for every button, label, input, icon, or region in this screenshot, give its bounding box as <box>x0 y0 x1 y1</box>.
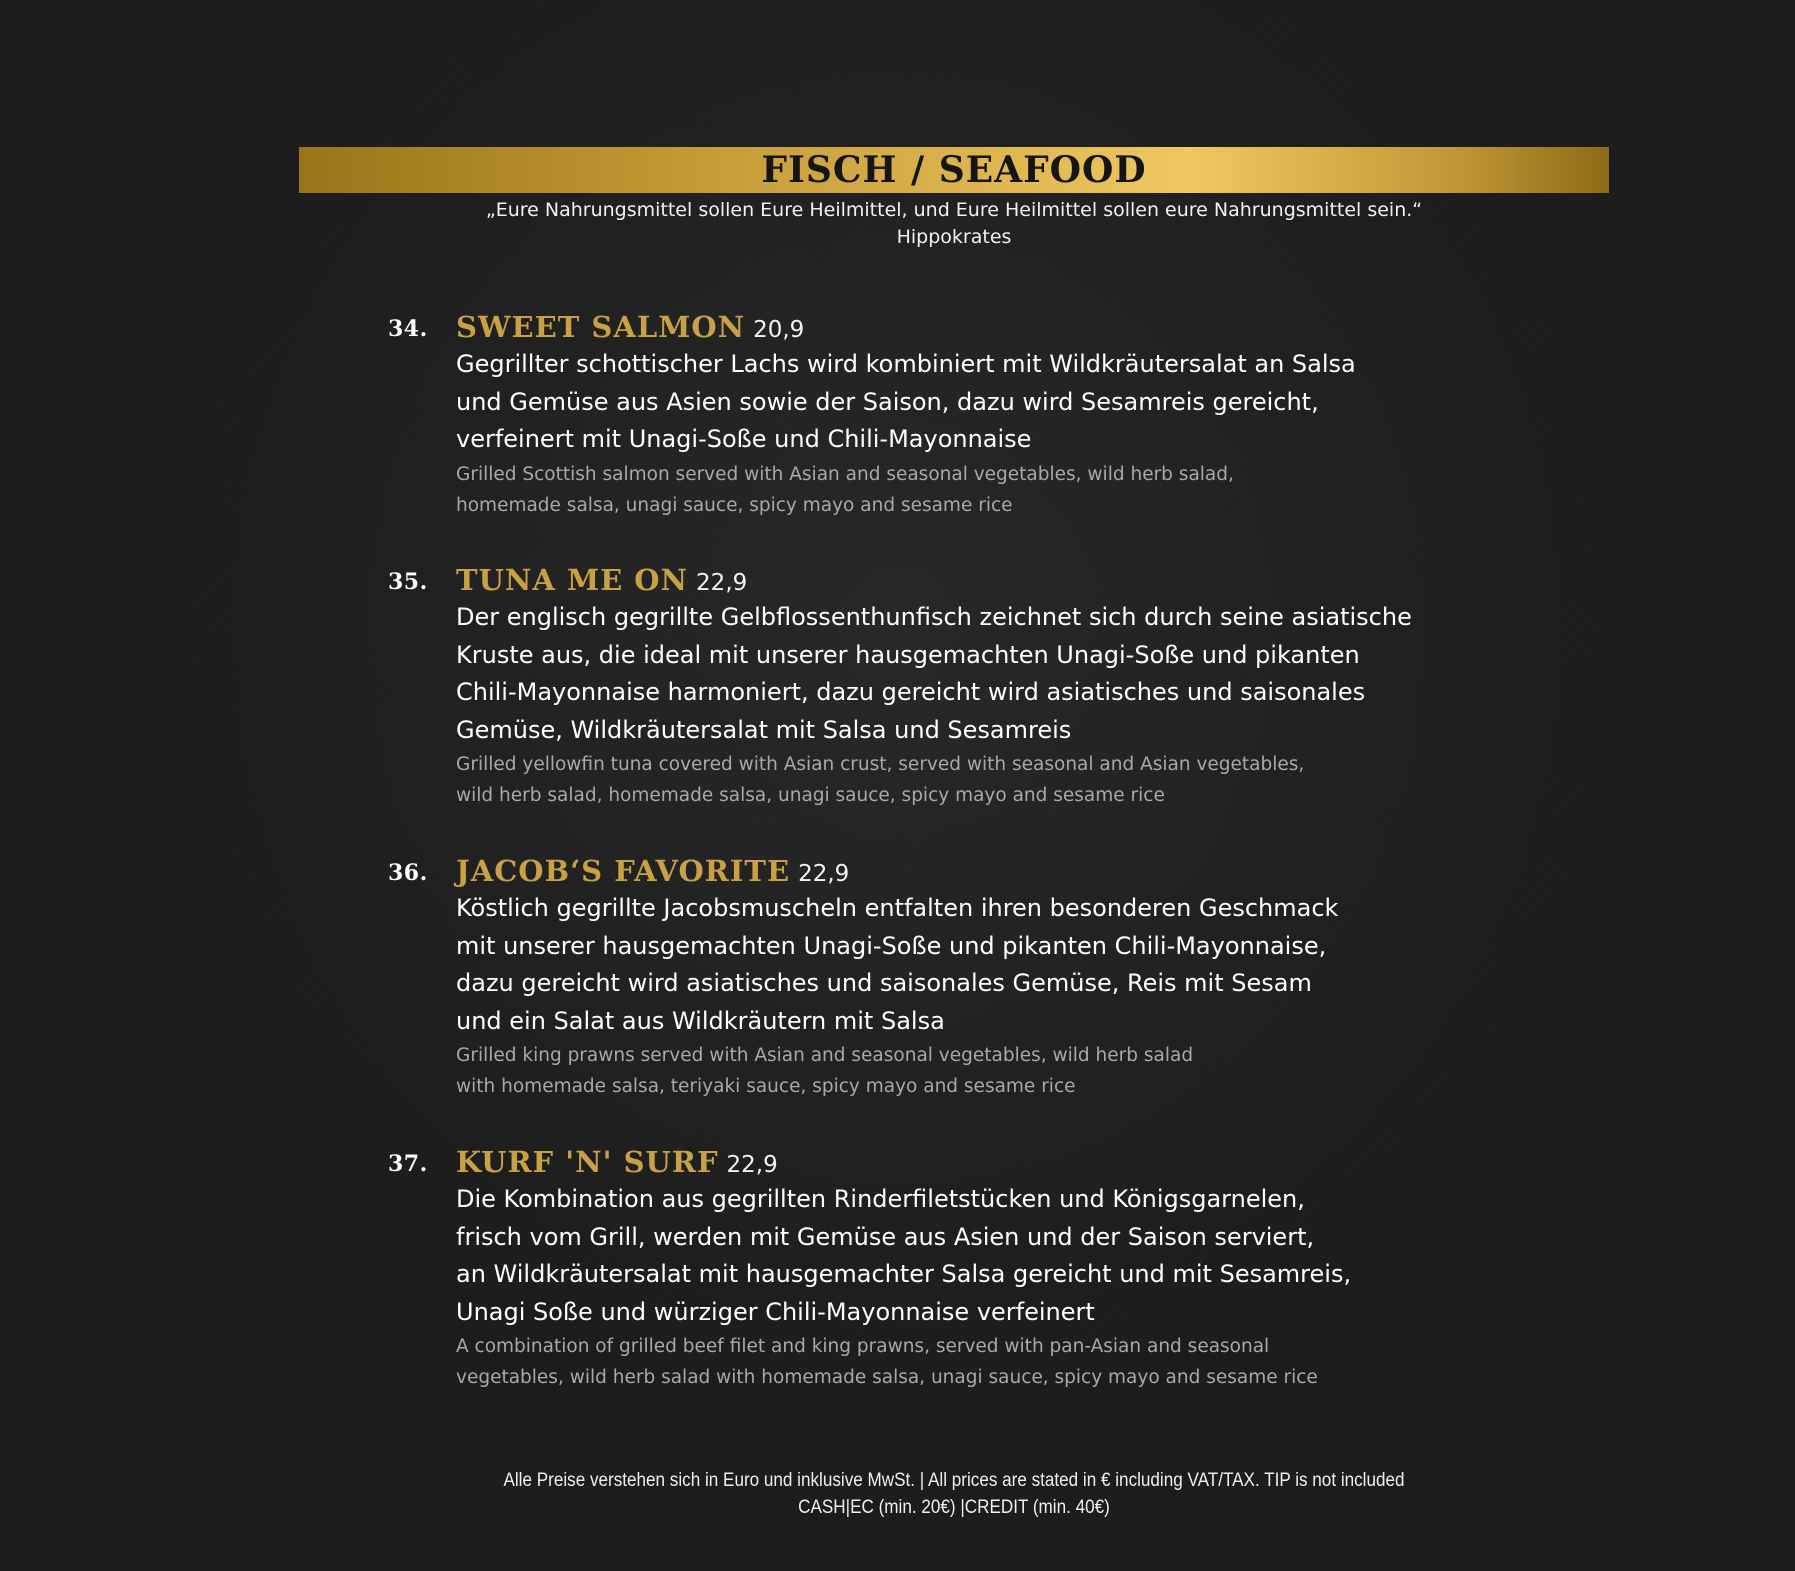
dish-name: TUNA ME ON <box>456 563 689 597</box>
dish-number: 35. <box>388 569 428 595</box>
description-line: Die Kombination aus gegrillten Rinderfiletstücken und Königsgarnelen, <box>456 1185 1305 1213</box>
dish-price: 22,9 <box>798 861 850 887</box>
description-line: und ein Salat aus Wildkräutern mit Salsa <box>456 1006 945 1035</box>
dish-name: KURF 'N' SURF <box>456 1145 719 1179</box>
description-line: with homemade salsa, teriyaki sauce, spicy mayo and sesame rice <box>456 1076 1076 1097</box>
dish-price: 22,9 <box>726 1152 778 1178</box>
dish-price: 22,9 <box>696 570 748 596</box>
quote-author: Hippokrates <box>896 226 1012 248</box>
footer-payment-note: CASH|EC (min. 20€) |CREDIT (min. 40€) <box>798 1497 1110 1518</box>
dish-description-en <box>456 1331 1518 1393</box>
dish-description-de <box>456 1181 1518 1331</box>
dish-price: 20,9 <box>753 317 805 343</box>
description-line: Der englisch gegrillte Gelbflossenthunfisch zeichnet sich durch seine asiatische <box>456 603 1412 631</box>
dish-description-en <box>456 459 1518 521</box>
description-line: und Gemüse aus Asien sowie der Saison, dazu wird Sesamreis gereicht, <box>456 387 1319 416</box>
description-line: Chili-Mayonnaise harmoniert, dazu gereicht wird asiatisches und saisonales <box>456 678 1366 706</box>
dish-description-en <box>456 749 1518 811</box>
description-line: dazu gereicht wird asiatisches und saisonales Gemüse, Reis mit Sesam <box>456 969 1312 997</box>
dish-description-en <box>456 1040 1518 1102</box>
price-footer <box>365 1467 1544 1521</box>
description-line: Grilled Scottish salmon served with Asian and seasonal vegetables, wild herb salad, <box>456 463 1234 485</box>
description-line: Grilled yellowfin tuna covered with Asian crust, served with seasonal and Asian vegetables, <box>456 754 1305 775</box>
dish-name: JACOB‘S FAVORITE <box>456 854 791 888</box>
dish-header <box>456 308 1518 346</box>
dish-description-de <box>456 346 1518 459</box>
description-line: vegetables, wild herb salad with homemade salsa, unagi sauce, spicy mayo and sesame rice <box>456 1367 1318 1388</box>
section-title: FISCH / SEAFOOD <box>761 149 1147 191</box>
dish-number: 34. <box>388 316 428 342</box>
description-line: frisch vom Grill, werden mit Gemüse aus Asien und der Saison serviert, <box>456 1222 1315 1251</box>
dish-number: 36. <box>388 860 428 886</box>
dish-name: SWEET SALMON <box>456 310 746 344</box>
description-line: A combination of grilled beef filet and king prawns, served with pan-Asian and seasonal <box>456 1336 1270 1357</box>
quote-text: „Eure Nahrungsmittel sollen Eure Heilmittel, und Eure Heilmittel sollen eure Nahrungsmittel sein.“ <box>485 199 1423 221</box>
dish-body <box>456 852 1518 1102</box>
description-line: mit unserer hausgemachten Unagi-Soße und pikanten Chili-Mayonnaise, <box>456 931 1327 960</box>
dish-description-de <box>456 599 1518 749</box>
description-line: homemade salsa, unagi sauce, spicy mayo and sesame rice <box>456 494 1013 516</box>
dish-description-de <box>456 890 1518 1040</box>
description-line: Unagi Soße und würziger Chili-Mayonnaise verfeinert <box>456 1297 1095 1326</box>
description-line: Kruste aus, die ideal mit unserer hausgemachten Unagi-Soße und pikanten <box>456 640 1360 669</box>
description-line: verfeinert mit Unagi-Soße und Chili-Mayonnaise <box>456 425 1032 453</box>
description-line: wild herb salad, homemade salsa, unagi sauce, spicy mayo and sesame rice <box>456 785 1165 806</box>
dish-header <box>456 561 1518 599</box>
dish-header <box>456 1143 1518 1181</box>
dish-body <box>456 1143 1518 1393</box>
description-line: Gemüse, Wildkräutersalat mit Salsa und Sesamreis <box>456 715 1072 744</box>
dish-body <box>456 308 1518 521</box>
description-line: Gegrillter schottischer Lachs wird kombiniert mit Wildkräutersalat an Salsa <box>456 350 1356 378</box>
dish-body <box>456 561 1518 811</box>
description-line: Köstlich gegrillte Jacobsmuscheln entfalten ihren besonderen Geschmack <box>456 894 1339 922</box>
dish-number: 37. <box>388 1151 428 1177</box>
description-line: an Wildkräutersalat mit hausgemachter Salsa gereicht und mit Sesamreis, <box>456 1260 1352 1288</box>
description-line: Grilled king prawns served with Asian and seasonal vegetables, wild herb salad <box>456 1045 1194 1066</box>
footer-price-note: Alle Preise verstehen sich in Euro und inklusive MwSt. | All prices are stated in € including VAT/TAX. TIP is not included <box>503 1470 1405 1491</box>
dish-header <box>456 852 1518 890</box>
